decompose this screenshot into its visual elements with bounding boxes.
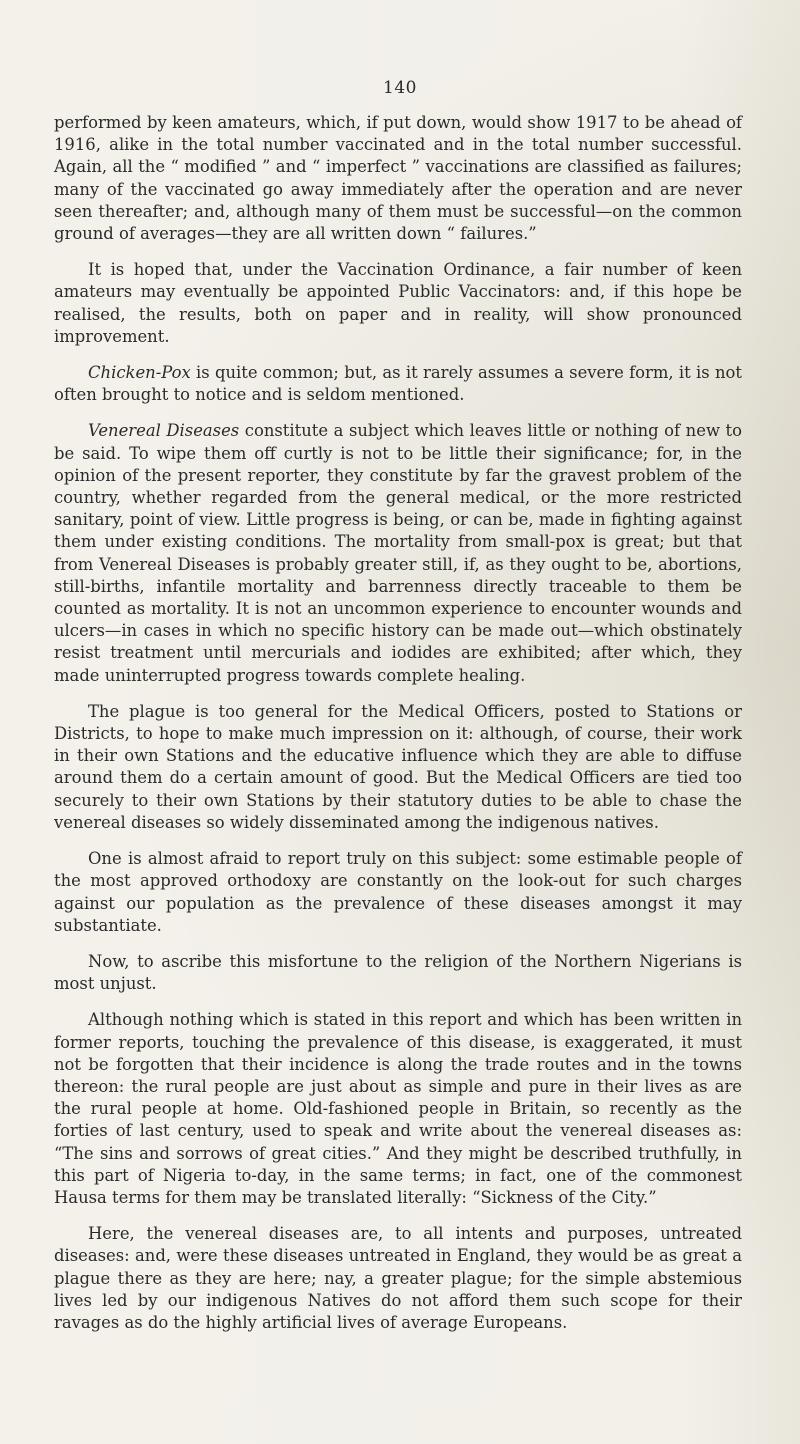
paragraph-text: performed by keen amateurs, which, if put down, would show 1917 to be ahead of 1916, alike in the total number vaccinated and in the total number successful. Again, all the “ modified ” and “ imperfect ” vaccinations are classified as failures; many of the vaccinated go away immediately after the operation and are never seen thereafter; and, although many of them must be successful—on the common ground of averages—they are all written down “ failures.” [54,113,742,244]
paragraph-venereal-diseases [54,420,742,686]
paragraph-text: The plague is too general for the Medical Officers, posted to Stations or Districts, to hope to make much impression on it: although, of course, their work in their own Stations and the educative influence which they are able to diffuse around them do a certain amount of good. But the Medical Officers are tied too securely to their own Stations by their statutory duties to be able to chase the venereal diseases so widely disseminated among the indigenous natives. [54,701,742,832]
paragraph-vaccination-ordinance [54,259,742,348]
body-text [54,112,742,1348]
paragraph-text: Although nothing which is stated in this report and which has been written in former reports, touching the prevalence of this disease, is exaggerated, it must not be forgotten that their incidence is along the trade routes and in the towns thereon: the rural people are just about as simple and pure in their lives as are the rural people at home. Old-fashioned people in Britain, so recently as the forties of last century, used to speak and write about the venereal diseases as: “The sins and sorrows of great cities.” And they might be described truthfully, in this part of Nigeria to-day, in the same terms; in fact, one of the commonest Hausa terms for them may be translated literally: “Sickness of the City.” [54,1010,742,1207]
paragraph-text: Here, the venereal diseases are, to all intents and purposes, untreated diseases: and, were these diseases untreated in England, they would be as great a plague there as they are here; nay, a greater plague; for the simple abstemious lives led by our indigenous Natives do not afford them such scope for their ravages as do the highly artificial lives of average Europeans. [54,1224,742,1332]
paragraph-text: is quite common; but, as it rarely assumes a severe form, it is not often brought to notice and is seldom mentioned. [54,363,742,405]
paragraph-vaccination-results [54,112,742,245]
paragraph-text: Now, to ascribe this misfortune to the religion of the Northern Nigerians is most unjust. [54,951,742,994]
paragraph-text: It is hoped that, under the Vaccination Ordinance, a fair number of keen amateurs may eventually be appointed Public Vaccinators: and, if this hope be realised, the results, both on paper and in reality, will show pronounced improvement. [54,260,742,346]
paragraph-text: One is almost afraid to report truly on this subject: some estimable people of the most approved orthodoxy are constantly on the look-out for such charges against our population as the prevalence of these diseases amongst it may substantiate. [54,849,742,935]
section-heading-venereal-diseases: Venereal Diseases [88,421,240,441]
paragraph-medical-officers [54,701,742,834]
page-number: 140 [383,78,417,98]
paragraph-chicken-pox [54,362,742,406]
paragraph-religion [54,951,742,995]
paragraph-text: constitute a subject which leaves little or nothing of new to be said. To wipe them off curtly is not to be little their significance; for, in the opinion of the present reporter, they constitute by far the gravest problem of the country, whether regarded from the general medical, or the more restricted sanitary, point of view. Little progress is being, or can be, made in fighting against them under existing conditions. The mortality from small-pox is great; but that from Venereal Diseases is probably greater still, if, as they ought to be, abortions, still-births, infantile mortality and barrenness directly traceable to them be counted as mortality. It is not an uncommon experience to encounter wounds and ulcers—in cases in which no specific history can be made out—which obstinately resist treatment until mercurials and iodides are exhibited; after which, they made uninterrupted progress towards complete healing. [54,421,742,685]
section-heading-chicken-pox: Chicken-Pox [88,363,191,383]
paragraph-trade-routes [54,1009,742,1209]
paragraph-untreated-diseases [54,1223,742,1334]
paragraph-reporting [54,848,742,937]
